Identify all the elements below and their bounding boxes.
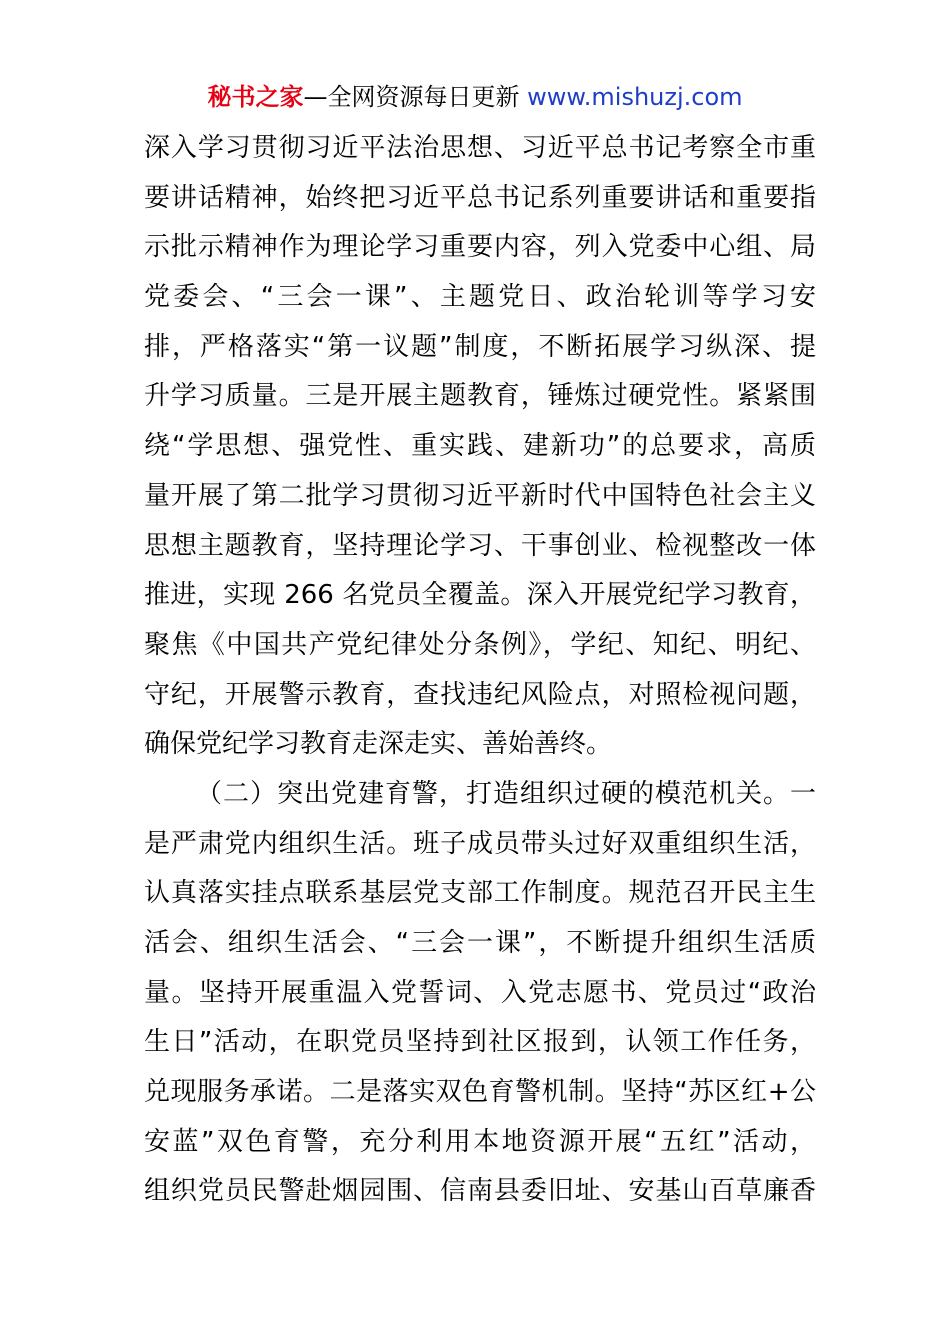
text-line: 绕“学思想、强党性、重实践、建新功”的总要求，高质 xyxy=(144,431,816,462)
text-line: 量开展了第二批学习贯彻习近平新时代中国特色社会主义 xyxy=(144,480,816,511)
text-line: 升学习质量。三是开展主题教育，锤炼过硬党性。紧紧围 xyxy=(144,381,816,412)
site-tagline: —全网资源每日更新 xyxy=(303,83,528,111)
text-line: 确保党纪学习教育走深走实、善始善终。 xyxy=(144,729,613,760)
text-line: 守纪，开展警示教育，查找违纪风险点，对照检视问题， xyxy=(144,679,816,710)
document-body xyxy=(144,124,816,1217)
text-line: 示批示精神作为理论学习重要内容，列入党委中心组、局 xyxy=(144,232,816,263)
text-line: 生日”活动，在职党员坚持到社区报到，认领工作任务， xyxy=(144,1027,816,1058)
site-header xyxy=(0,80,950,114)
text-line: 量。坚持开展重温入党誓词、入党志愿书、党员过“政治 xyxy=(144,977,816,1008)
text-line: 是严肃党内组织生活。班子成员带头过好双重组织生活， xyxy=(144,828,816,859)
text-line: 推进，实现 266 名党员全覆盖。深入开展党纪学习教育， xyxy=(144,580,816,611)
text-line: 聚焦《中国共产党纪律处分条例》，学纪、知纪、明纪、 xyxy=(144,629,816,660)
site-brand: 秘书之家 xyxy=(207,83,304,111)
text-line: 组织党员民警赴烟园围、信南县委旧址、安基山百草廉香 xyxy=(144,1176,816,1207)
text-line: 安蓝”双色育警，充分利用本地资源开展“五红”活动， xyxy=(144,1126,816,1157)
text-line: 党委会、“三会一课”、主题党日、政治轮训等学习安 xyxy=(144,282,816,313)
text-line: 兑现服务承诺。二是落实双色育警机制。坚持“苏区红+公 xyxy=(144,1077,816,1108)
text-line: 要讲话精神，始终把习近平总书记系列重要讲话和重要指 xyxy=(144,182,816,213)
text-line: 活会、组织生活会、“三会一课”，不断提升组织生活质 xyxy=(144,928,816,958)
text-line: 排，严格落实“第一议题”制度，不断拓展学习纵深、提 xyxy=(144,331,816,362)
text-line: 思想主题教育，坚持理论学习、干事创业、检视整改一体 xyxy=(144,530,816,561)
section-heading-line: （二）突出党建育警，打造组织过硬的模范机关。一 xyxy=(196,778,816,809)
text-line: 认真落实挂点联系基层党支部工作制度。规范召开民主生 xyxy=(144,878,816,909)
text-line: 深入学习贯彻习近平法治思想、习近平总书记考察全市重 xyxy=(144,133,816,163)
site-url-link[interactable]: www.mishuzj.com xyxy=(527,83,743,111)
